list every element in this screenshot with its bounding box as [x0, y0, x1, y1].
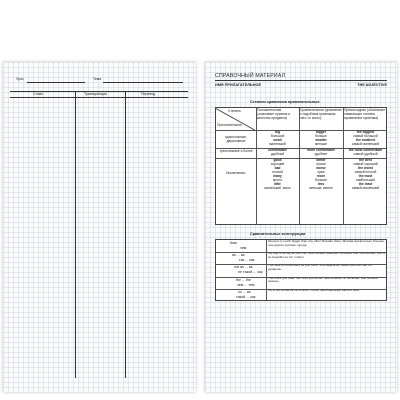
lesson-label: Урок — [16, 77, 24, 81]
table-cell: more — [316, 174, 326, 178]
reference-title: СПРАВОЧНЫЙ МАТЕРИАЛ — [215, 73, 286, 79]
table-cell: самый плохой — [354, 169, 377, 174]
construction-example: This task is not as easy as you think. Эта задача не такая простая, как ты думаешь. — [268, 263, 372, 271]
construction-pattern — [216, 289, 264, 301]
topic-line — [103, 82, 183, 83]
column-divider-1 — [75, 91, 76, 378]
construction-pattern — [216, 264, 264, 276]
table-cell: маленький, мало — [264, 186, 291, 191]
table-cell: better — [316, 157, 326, 162]
column-header-positive: Положительная (описывает признак и качество предмета) — [257, 108, 291, 120]
table-cell: bad — [274, 165, 281, 170]
construction-row — [216, 289, 386, 301]
table-cell: больше — [315, 134, 327, 139]
table-cell: меньше, менее — [309, 186, 333, 191]
table-cell: самый большой — [353, 134, 378, 139]
table-cell: comfortable — [268, 147, 287, 152]
table-cell: плохой — [272, 169, 283, 174]
table-cell: самый маленький — [351, 186, 380, 191]
group-label-2: Исключения: — [226, 171, 246, 175]
table-cell: worse — [316, 165, 326, 170]
column-header-word: Слово — [33, 92, 44, 96]
column-header-superlative: Превосходная (обозначает наивысшую степень проявления признака) — [344, 108, 386, 120]
group-label-1: трехсложные и более — [219, 149, 253, 153]
construction-divider — [216, 252, 386, 253]
subtitle-ru: ИМЯ ПРИЛАГАТЕЛЬНОЕ — [215, 83, 262, 87]
table-cell: more comfortable — [307, 147, 335, 152]
construction-divider — [216, 264, 386, 265]
table-cell: the most comfortable — [348, 147, 383, 152]
pattern-ru: не такой ... как — [238, 270, 263, 275]
pattern-en: so ... as — [238, 289, 251, 294]
table-cell: самый удобный — [353, 152, 378, 156]
construction-divider — [216, 289, 386, 290]
table-cell: bigger — [315, 130, 327, 134]
pattern-ru: чем — [240, 246, 247, 250]
table-cell: little — [274, 182, 281, 187]
table-cell: больше — [315, 178, 327, 183]
pattern-ru: так ... как — [239, 258, 255, 263]
table-cell: many — [273, 174, 282, 178]
column-header-comparative: Сравнительная (сравнение с подобным признаком чего-то иного) — [300, 108, 342, 120]
reference-page — [205, 62, 397, 392]
table-cell: хороший — [270, 161, 285, 166]
reference-title-row — [215, 73, 387, 81]
table-cell: меньше — [314, 142, 328, 147]
construction-row — [216, 264, 386, 276]
table-cell: наибольший — [355, 178, 376, 183]
pattern-en: not as ... as — [234, 265, 253, 270]
construction-row — [216, 252, 386, 264]
pattern-en: than — [230, 241, 237, 245]
table-cell: big — [275, 130, 280, 134]
table-cell: the best — [359, 157, 372, 162]
table-cell: the worst — [358, 165, 373, 170]
construction-pattern — [216, 240, 264, 252]
subtitle-en: THE ADJECTIVE — [357, 83, 387, 87]
column-divider-2 — [125, 91, 126, 378]
table-cell: удобный — [270, 152, 285, 156]
constructions-section-title: Сравнительные конструкции — [250, 232, 306, 236]
table-cell: the biggest — [356, 130, 375, 134]
corner-adjective-label: Прилагательное — [217, 123, 243, 127]
construction-row — [216, 240, 386, 252]
construction-example: He is not so tall as his brother. Он не такой высокий, как его брат. — [268, 287, 360, 292]
table-cell: много — [273, 178, 282, 183]
comparison-table — [215, 107, 387, 225]
vocabulary-page — [3, 62, 196, 392]
table-cell: the least — [358, 182, 373, 187]
column-header-bottom-line — [10, 97, 188, 98]
lesson-line — [27, 82, 85, 83]
table-cell: лучше — [316, 161, 326, 166]
topic-label: Тема — [93, 77, 102, 81]
table-cell: the most — [358, 174, 373, 178]
table-cell: маленький — [269, 142, 286, 147]
construction-row — [216, 277, 386, 289]
column-header-transcription: Транскрипция — [84, 92, 107, 96]
construction-example: Moscow is much bigger than any other Russian cities. Москва значительно больше, чем другие русские города. — [268, 239, 385, 247]
table-cell: good — [273, 157, 282, 162]
table-cell: хуже — [317, 169, 325, 174]
pattern-en: as ... as — [232, 253, 245, 258]
table-cell: small — [273, 138, 282, 143]
constructions-table — [215, 239, 387, 301]
construction-divider — [216, 277, 386, 278]
table-cell: smaller — [315, 138, 327, 143]
table-cell: самый маленький — [351, 142, 380, 147]
pattern-ru: такой ... как — [236, 294, 256, 299]
table-cell: самый хороший — [353, 161, 378, 166]
table-cell: большой — [270, 134, 285, 139]
pattern-ru: чем ... тем — [237, 282, 255, 287]
construction-column-divider — [266, 240, 267, 300]
degrees-section-title: Степени сравнения прилагательных — [250, 100, 320, 104]
construction-example: The more you read, the more you know. Чем больше ты читаешь, тем больше знаешь. — [268, 275, 378, 284]
construction-example: My dog is as big as your cat. Моя собака такая же большая, как твоя кошка. She is as beautiful as her mother. — [268, 251, 386, 259]
column-header-translation: Перевод — [141, 92, 156, 96]
construction-pattern — [216, 252, 264, 264]
construction-pattern — [216, 277, 264, 289]
table-cell: удобнее — [314, 152, 328, 156]
table-cell: the smallest — [355, 138, 376, 143]
table-cell: less — [317, 182, 325, 187]
group-label-0: односложные, двусложные — [225, 135, 247, 143]
corner-degree-label: Степень — [228, 109, 241, 113]
pattern-en: the ... the — [236, 277, 251, 282]
